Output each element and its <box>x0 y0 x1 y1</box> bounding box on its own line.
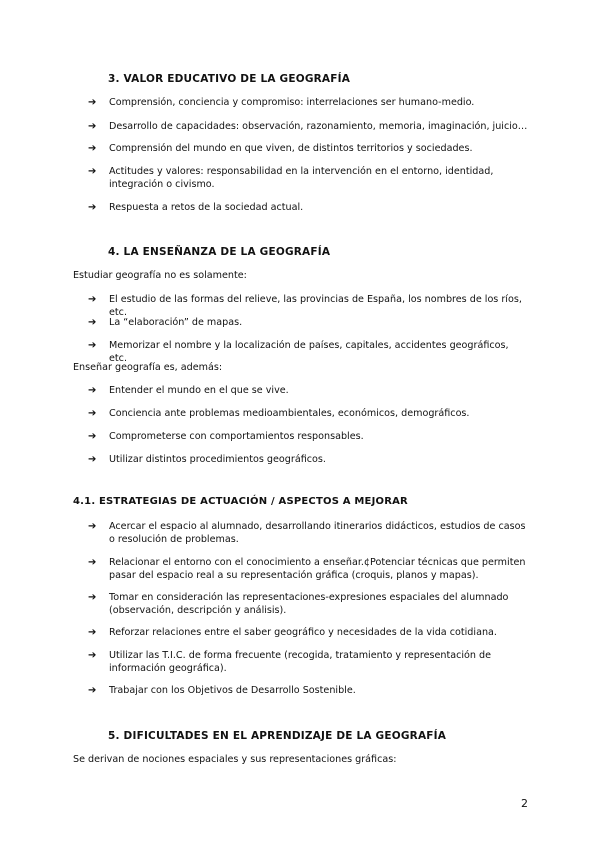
arrow-icon: ➔ <box>88 454 97 465</box>
arrow-icon: ➔ <box>88 592 97 603</box>
arrow-icon: ➔ <box>88 294 97 305</box>
list-item: ➔ El estudio de las formas del relieve, las provincias de España, los nombres de los ríos, etc. <box>88 294 522 318</box>
list-item: ➔ Utilizar las T.I.C. de forma frecuente (recogida, tratamiento y representación de información geográfica). <box>88 650 492 674</box>
list-item: ➔ Respuesta a retos de la sociedad actual. <box>88 202 304 213</box>
list-item: ➔ Comprometerse con comportamientos responsables. <box>88 431 364 442</box>
section-3-heading: 3. VALOR EDUCATIVO DE LA GEOGRAFÍA <box>108 73 351 85</box>
list-item: ➔ Tomar en consideración las representaciones-expresiones espaciales del alumnado (observación, descripción y análisis). <box>88 592 509 616</box>
page-number: 2 <box>521 797 528 810</box>
arrow-icon: ➔ <box>88 340 97 351</box>
arrow-icon: ➔ <box>88 627 97 638</box>
list-item: ➔ La “elaboración” de mapas. <box>88 317 243 328</box>
list-item: ➔ Comprensión, conciencia y compromiso: interrelaciones ser humano-medio. <box>88 97 475 108</box>
section-5-heading: 5. DIFICULTADES EN EL APRENDIZAJE DE LA GEOGRAFÍA <box>108 730 447 742</box>
list-item: ➔ Memorizar el nombre y la localización de países, capitales, accidentes geográficos, etc. <box>88 340 509 364</box>
arrow-icon: ➔ <box>88 431 97 442</box>
arrow-icon: ➔ <box>88 202 97 213</box>
arrow-icon: ➔ <box>88 166 97 177</box>
arrow-icon: ➔ <box>88 685 97 696</box>
list-item: ➔ Comprensión del mundo en que viven, de distintos territorios y sociedades. <box>88 143 473 154</box>
arrow-icon: ➔ <box>88 650 97 661</box>
section-5-intro: Se derivan de nociones espaciales y sus representaciones gráficas: <box>73 754 397 765</box>
arrow-icon: ➔ <box>88 97 97 108</box>
list-item: ➔ Desarrollo de capacidades: observación, razonamiento, memoria, imaginación, juicio… <box>88 121 528 132</box>
list-item: ➔ Acercar el espacio al alumnado, desarrollando itinerarios didácticos, estudios de casos o resolución de problemas. <box>88 521 526 545</box>
arrow-icon: ➔ <box>88 408 97 419</box>
list-item: ➔ Conciencia ante problemas medioambientales, económicos, demográficos. <box>88 408 470 419</box>
list-item: ➔ Utilizar distintos procedimientos geográficos. <box>88 454 326 465</box>
section-4-intro-1: Estudiar geografía no es solamente: <box>73 270 247 281</box>
arrow-icon: ➔ <box>88 557 97 568</box>
arrow-icon: ➔ <box>88 521 97 532</box>
arrow-icon: ➔ <box>88 317 97 328</box>
list-item: ➔ Reforzar relaciones entre el saber geográfico y necesidades de la vida cotidiana. <box>88 627 497 638</box>
arrow-icon: ➔ <box>88 143 97 154</box>
section-4-intro-2: Enseñar geografía es, además: <box>73 362 223 373</box>
arrow-icon: ➔ <box>88 385 97 396</box>
list-item: ➔ Actitudes y valores: responsabilidad en la intervención en el entorno, identidad, integración o civismo. <box>88 166 494 190</box>
list-item: ➔ Trabajar con los Objetivos de Desarrollo Sostenible. <box>88 685 356 696</box>
list-item: ➔ Entender el mundo en el que se vive. <box>88 385 289 396</box>
arrow-icon: ➔ <box>88 121 97 132</box>
list-item: ➔ Relacionar el entorno con el conocimiento a enseñar.¢Potenciar técnicas que permiten pasar del espacio real a su representación gráfica (croquis, planos y mapas). <box>88 557 526 581</box>
section-4-1-heading: 4.1. ESTRATEGIAS DE ACTUACIÓN / ASPECTOS A MEJORAR <box>73 496 408 507</box>
section-4-heading: 4. LA ENSEÑANZA DE LA GEOGRAFÍA <box>108 246 331 258</box>
